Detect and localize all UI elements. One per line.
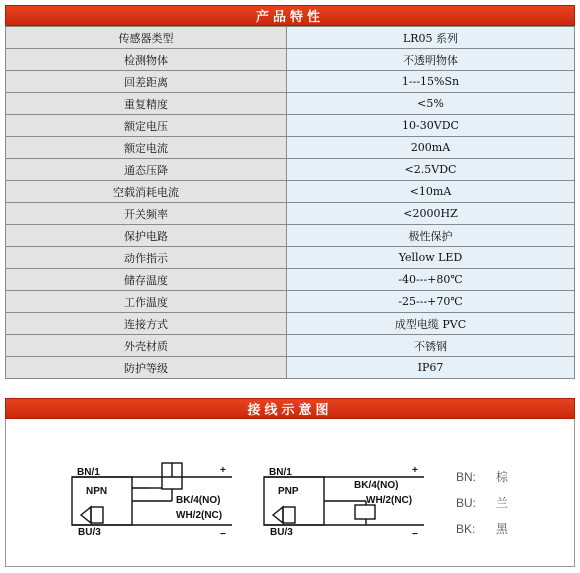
- pnp-wh-label: WH/2(NC): [366, 495, 413, 506]
- legend-bk-color: 黑: [496, 522, 509, 536]
- legend-bn-color: 棕: [496, 470, 509, 484]
- spec-value: <2000HZ: [287, 203, 575, 225]
- spec-label: 外壳材质: [6, 335, 287, 357]
- spec-label: 储存温度: [6, 269, 287, 291]
- pnp-type-label: PNP: [278, 486, 299, 497]
- npn-bn-label: BN/1: [77, 467, 100, 478]
- spec-label: 空载消耗电流: [6, 181, 287, 203]
- spec-row: [6, 137, 575, 159]
- spec-value: LR05 系列: [287, 27, 575, 49]
- spec-row: [6, 225, 575, 247]
- spec-row: [6, 247, 575, 269]
- spec-value: 极性保护: [287, 225, 575, 247]
- spec-value: 1---15%Sn: [287, 71, 575, 93]
- pnp-load: [355, 505, 375, 519]
- spec-label: 保护电路: [6, 225, 287, 247]
- spec-value: <2.5VDC: [287, 159, 575, 181]
- wiring-diagram-panel: [5, 419, 575, 567]
- wiring-title-banner: [5, 398, 575, 419]
- npn-minus-label: −: [220, 529, 226, 540]
- spec-label: 连接方式: [6, 313, 287, 335]
- spec-title-banner: [5, 5, 575, 26]
- npn-labels: [77, 465, 226, 540]
- spec-row: [6, 71, 575, 93]
- npn-bu-label: BU/3: [78, 527, 101, 538]
- spec-label: 传感器类型: [6, 27, 287, 49]
- spec-row: [6, 27, 575, 49]
- spec-row: [6, 49, 575, 71]
- pnp-bn-label: BN/1: [269, 467, 292, 478]
- spec-label: 工作温度: [6, 291, 287, 313]
- npn-sensor-body: [72, 477, 132, 525]
- pnp-minus-label: −: [412, 529, 418, 540]
- spec-value: -40---+80℃: [287, 269, 575, 291]
- npn-plus-label: +: [220, 465, 226, 476]
- spec-label: 检测物体: [6, 49, 287, 71]
- pnp-sensor-body: [264, 477, 324, 525]
- spec-row: [6, 357, 575, 379]
- spec-value: Yellow LED: [287, 247, 575, 269]
- spec-value: 不透明物体: [287, 49, 575, 71]
- spec-row: [6, 115, 575, 137]
- legend-bu-code: BU:: [456, 496, 477, 510]
- spec-value: 10-30VDC: [287, 115, 575, 137]
- legend-bn-code: BN:: [456, 470, 477, 484]
- spec-label: 通态压降: [6, 159, 287, 181]
- legend-bk-code: BK:: [456, 522, 476, 536]
- npn-sensor-symbol: [81, 507, 91, 523]
- spec-row: [6, 181, 575, 203]
- legend-bu-color: 兰: [496, 496, 509, 510]
- wiring-title: 接线示意图: [247, 403, 333, 418]
- spec-label: 重复精度: [6, 93, 287, 115]
- spec-value: <5%: [287, 93, 575, 115]
- spec-row: [6, 203, 575, 225]
- spec-value: IP67: [287, 357, 575, 379]
- spec-label: 回差距离: [6, 71, 287, 93]
- pnp-plus-label: +: [412, 465, 418, 476]
- spec-label: 额定电压: [6, 115, 287, 137]
- pnp-sensor-symbol: [273, 507, 283, 523]
- wire-color-legend: [456, 469, 509, 536]
- spec-label: 额定电流: [6, 137, 287, 159]
- wiring-diagram: [6, 419, 574, 566]
- pnp-labels: [269, 465, 418, 540]
- npn-type-label: NPN: [86, 486, 108, 497]
- pnp-bu-label: BU/3: [270, 527, 293, 538]
- spec-table: [5, 26, 575, 379]
- spec-row: [6, 335, 575, 357]
- spec-value: <10mA: [287, 181, 575, 203]
- spec-row: [6, 291, 575, 313]
- spec-value: 不锈钢: [287, 335, 575, 357]
- spec-label: 开关频率: [6, 203, 287, 225]
- spec-label: 动作指示: [6, 247, 287, 269]
- npn-bk-label: BK/4(NO): [176, 495, 221, 506]
- spec-value: -25---+70℃: [287, 291, 575, 313]
- spec-row: [6, 313, 575, 335]
- spec-value: 成型电缆 PVC: [287, 313, 575, 335]
- spec-title: 产品特性: [255, 10, 324, 25]
- spec-label: 防护等级: [6, 357, 287, 379]
- spec-row: [6, 93, 575, 115]
- pnp-bk-label: BK/4(NO): [354, 480, 399, 491]
- npn-wh-label: WH/2(NC): [176, 510, 223, 521]
- spec-value: 200mA: [287, 137, 575, 159]
- spec-row: [6, 269, 575, 291]
- spec-row: [6, 159, 575, 181]
